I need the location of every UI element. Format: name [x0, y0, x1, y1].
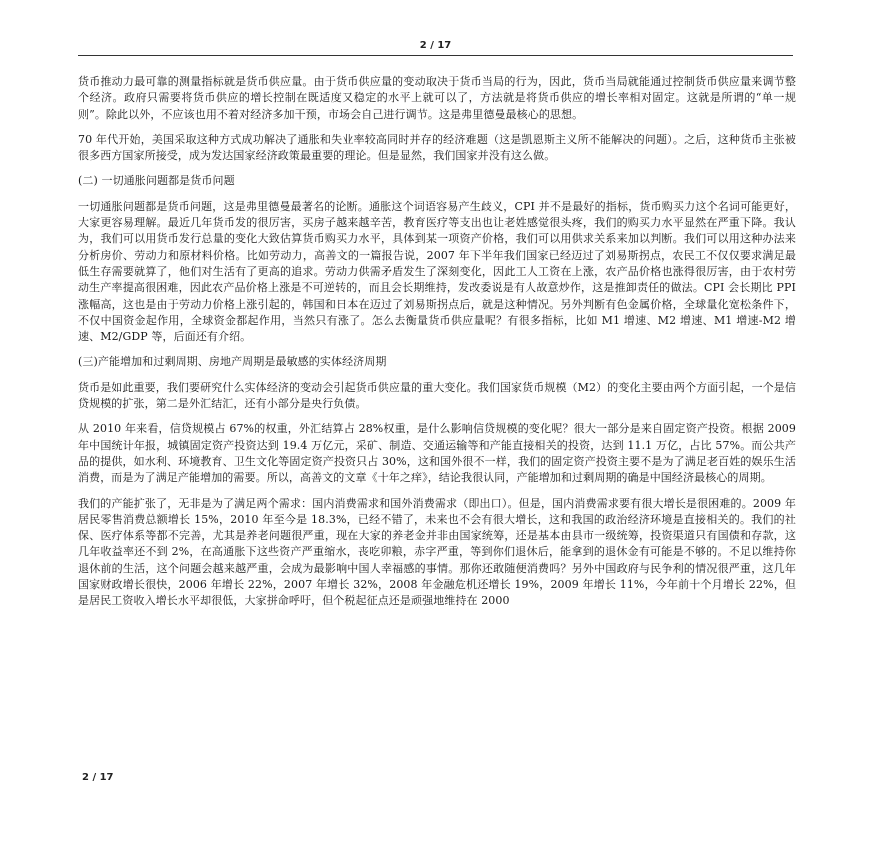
paragraph: 70 年代开始，美国采取这种方式成功解决了通胀和失业率较高同时并存的经济难题（这是凯恩斯主义所不能解决的问题）。之后，这种货币主张被很多西方国家所接受，成为发达国家经济政策最重要的理论。但是显然，我们国家并没有这么做。	[78, 132, 796, 163]
page-number-header: 2 / 17	[419, 40, 452, 51]
paragraph: 我们的产能扩张了，无非是为了满足两个需求：国内消费需求和国外消费需求（即出口）。但是，国内消费需求要有很大增长是很困难的。2009 年居民零售消费总额增长 15%，2010 年至今是 18.3%，已经不错了，未来也不会有很大增长，这和我国的政治经济环境是直接相关的。我们的社保、医疗体系等都不完善，尤其是养老问题很严重，现在大家的养老金并非由国家统筹，还是基本由县市一级统筹，投资渠道只有国债和存款，这几年收益率还不到 2%，在高通胀下这些资产严重缩水，丧吃卯粮，赤字严重，等到你们退休后，能拿到的退休金有可能是不够的。不足以维持你退休前的生活，这个问题会越来越严重，会成为最影响中国人幸福感的事情。那你还敢随便消费吗？另外中国政府与民争利的情况很严重，这几年国家财政增长很快，2006 年增长 22%，2007 年增长 32%，2008 年金融危机还增长 19%，2009 年增长 11%，今年前十个月增长 22%，但是居民工资收入增长水平却很低，大家拼命呼吁，但个税起征点还是顽强地维持在 2000	[78, 496, 796, 608]
section-heading: (二) 一切通胀问题都是货币问题	[78, 174, 235, 188]
header-divider	[78, 55, 793, 56]
section-heading: (三)产能增加和过剩周期、房地产周期是最敏感的实体经济周期	[78, 355, 387, 369]
paragraph: 一切通胀问题都是货币问题，这是弗里德曼最著名的论断。通胀这个词语容易产生歧义，CPI 并不是最好的指标，货币购买力这个名词可能更好，大家更容易理解。最近几年货币发的很厉害，买房子越来越辛苦，教育医疗等支出也让老姓感觉很头疼，我们的购买力水平显然在严重下降。我认为，我们可以用货币发行总量的变化大致估算货币购买力水平，具体到某一项资产价格，我们可以用供求关系来加以判断。我们可以用这种办法来分析房价、劳动力和原材料价格。比如劳动力，高善文的一篇报告说，2007 年下半年我们国家已经迈过了刘易斯拐点，农民工不仅仅要求满足最低生存需要就算了，他们对生活有了更高的追求。劳动力供需矛盾发生了深刻变化，因此工人工资在上涨，农产品价格也涨得很厉害，由于农村劳动生产率提高很困难，因此农产品价格上涨是不可逆转的，而且会长期维持，发改委说是有人故意炒作，这是推卸责任的做法。CPI 会长期比 PPI 涨幅高，这也是由于劳动力价格上涨引起的，韩国和日本在迈过了刘易斯拐点后，就是这种情况。另外判断有色金属价格，全球量化宽松条件下，不仅中国资金起作用，全球资金都起作用，当然只有涨了。怎么去衡量货币供应量呢？有很多指标，比如 M1 增速、M2 增速、M1 增速-M2 增速、M2/GDP 等，后面还有介绍。	[78, 199, 796, 344]
paragraph: 货币推动力最可靠的测量指标就是货币供应量。由于货币供应量的变动取决于货币当局的行为，因此，货币当局就能通过控制货币供应量来调节整个经济。政府只需要将货币供应的增长控制在既适度又稳定的水平上就可以了，方法就是将货币供应的增长率相对固定。这就是所谓的“单一规则”。除此以外，不应该也用不着对经济多加干预，市场会自己进行调节。这是弗里德曼最核心的思想。	[78, 75, 796, 121]
paragraph: 从 2010 年来看，信贷规模占 67%的权重，外汇结算占 28%权重，是什么影响信贷规模的变化呢？很大一部分是来自固定资产投资。根据 2009 年中国统计年报，城镇固定资产投资达到 19.4 万亿元，采矿、制造、交通运输等和产能直接相关的投资，达到 11.1 万亿，占比 57%。而公共产品的提供，如水利、环境教育、卫生文化等固定资产投资只占 30%，这和国外很不一样，我们的固定资产投资主要不是为了满足老百姓的娱乐生活消费，而是为了满足产能增加的需要。所以，高善文的文章《十年之痒》，结论我很认同，产能增加和过剩周期的确是中国经济最核心的周期。	[78, 422, 796, 485]
body-text	[78, 74, 796, 610]
paragraph: 货币是如此重要，我们要研究什么实体经济的变动会引起货币供应量的重大变化。我们国家货币规模（M2）的变化主要由两个方面引起，一个是信贷规模的扩张，第二是外汇结汇，还有小部分是央行负债。	[78, 380, 796, 411]
page-number-footer: 2 / 17	[82, 772, 114, 783]
